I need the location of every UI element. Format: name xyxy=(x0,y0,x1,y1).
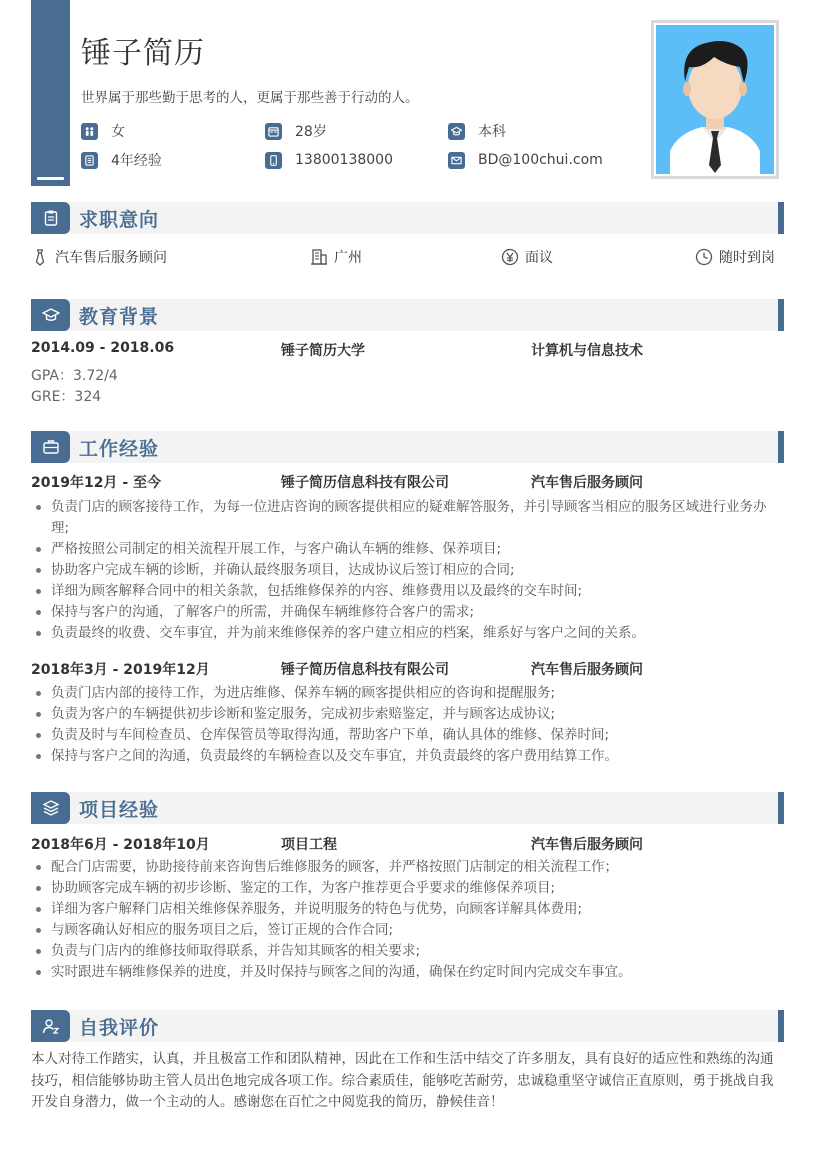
header-accent-bar xyxy=(31,0,70,186)
list-item: 配合门店需要，协助接待前来咨询售后维修服务的顾客，并严格按照门店制定的相关流程工作； xyxy=(31,857,783,878)
motto: 世界属于那些勤于思考的人，更属于那些善于行动的人。 xyxy=(81,90,419,106)
project-row xyxy=(31,834,791,854)
list-item: 协助客户完成车辆的诊断，并确认最终服务项目，达成协议后签订相应的合同; xyxy=(31,560,783,581)
list-item: 保持与客户之间的沟通，负责最终的车辆检查以及交车事宜，并负责最终的客户费用结算工作。 xyxy=(31,746,783,767)
job-position: 汽车售后服务顾问 xyxy=(531,475,643,491)
clipboard-icon xyxy=(31,202,70,234)
job-company: 锤子简历信息科技有限公司 xyxy=(281,662,449,678)
list-item: 保持与客户的沟通，了解客户的所需，并确保车辆维修符合客户的需求; xyxy=(31,602,783,623)
section-work xyxy=(31,431,784,463)
list-item: 负责及时与车间检查员、仓库保管员等取得沟通，帮助客户下单，确认具体的维修、保养时间; xyxy=(31,725,783,746)
list-item: 负责最终的收费、交车事宜，并为前来维修保养的客户建立相应的档案，维系好与客户之间的关系。 xyxy=(31,623,783,644)
project-duties xyxy=(31,857,783,983)
job-duties xyxy=(31,497,783,644)
project-name: 项目工程 xyxy=(281,837,337,853)
list-item: 负责与门店内的维修技师取得联系，并告知其顾客的相关要求; xyxy=(31,941,783,962)
info-gender: 女 xyxy=(81,120,125,142)
education-gre: GRE：324 xyxy=(31,389,102,405)
list-item: 协助顾客完成车辆的初步诊断、鉴定的工作，为客户推荐更合乎要求的维修保养项目; xyxy=(31,878,783,899)
mail-icon xyxy=(448,152,465,169)
job-row xyxy=(31,472,791,492)
briefcase-icon xyxy=(31,431,70,463)
education-gpa: GPA：3.72/4 xyxy=(31,368,118,384)
document-icon xyxy=(81,152,98,169)
gender-icon xyxy=(81,123,98,140)
job-company: 锤子简历信息科技有限公司 xyxy=(281,475,449,491)
section-end-bar xyxy=(778,299,784,331)
job-duties xyxy=(31,683,783,767)
section-end-bar xyxy=(778,1010,784,1042)
list-item: 严格按照公司制定的相关流程开展工作，与客户确认车辆的维修、保养项目; xyxy=(31,539,783,560)
layers-icon xyxy=(31,792,70,824)
info-degree: 本科 xyxy=(448,120,506,142)
project-period: 2018年6月 - 2018年10月 xyxy=(31,837,210,853)
yen-icon xyxy=(501,248,519,266)
section-job-intent xyxy=(31,202,784,234)
section-end-bar xyxy=(778,792,784,824)
phone-icon xyxy=(265,152,282,169)
list-item: 负责门店的顾客接待工作，为每一位进店咨询的顾客提供相应的疑难解答服务，并引导顾客当相应的服务区域进行业务办理; xyxy=(31,497,783,539)
section-title: 工作经验 xyxy=(79,438,160,460)
job-row xyxy=(31,659,791,679)
avatar xyxy=(656,25,774,174)
list-item: 详细为顾客解释合同中的相关条款，包括维修保养的内容、维修费用以及最终的交车时间; xyxy=(31,581,783,602)
list-item: 与顾客确认好相应的服务项目之后，签订正规的合作合同; xyxy=(31,920,783,941)
education-major: 计算机与信息技术 xyxy=(531,343,643,359)
section-project xyxy=(31,792,784,824)
job-period: 2019年12月 - 至今 xyxy=(31,475,162,491)
list-item: 实时跟进车辆维修保养的进度，并及时保持与顾客之间的沟通，确保在约定时间内完成交车事宜。 xyxy=(31,962,783,983)
education-period: 2014.09 - 2018.06 xyxy=(31,340,175,356)
section-end-bar xyxy=(778,202,784,234)
basic-info xyxy=(81,120,621,180)
info-experience: 4年经验 xyxy=(81,149,162,171)
user-rating-icon xyxy=(31,1010,70,1042)
intent-salary: 面议 xyxy=(501,246,553,268)
section-self-evaluation xyxy=(31,1010,784,1042)
graduation-cap-icon xyxy=(448,123,465,140)
section-title: 自我评价 xyxy=(79,1017,160,1039)
section-education xyxy=(31,299,784,331)
accent-dash xyxy=(37,177,64,180)
self-evaluation-text: 本人对待工作踏实，认真，并且极富工作和团队精神，因此在工作和生活中结交了许多朋友，具有良好的适应性和熟练的沟通技巧，相信能够协助主管人员出色地完成各项工作。综合素质佳，能够吃苦耐劳，忠诚稳重坚守诚信正直原则，勇于挑战自我开发自身潜力，做一个主动的人。感谢您在百忙之中阅览我的简历，静候佳音！ xyxy=(31,1051,774,1110)
intent-availability: 随时到岗 xyxy=(695,246,775,268)
list-item: 详细为客户解释门店相关维修保养服务，并说明服务的特色与优势，向顾客详解具体费用; xyxy=(31,899,783,920)
job-position: 汽车售后服务顾问 xyxy=(531,662,643,678)
job-period: 2018年3月 - 2019年12月 xyxy=(31,662,210,678)
clock-icon xyxy=(695,248,713,266)
candidate-name: 锤子简历 xyxy=(81,36,205,71)
section-title: 教育背景 xyxy=(79,306,160,328)
intent-position: 汽车售后服务顾问 xyxy=(31,246,167,268)
section-end-bar xyxy=(778,431,784,463)
section-title: 项目经验 xyxy=(79,799,160,821)
list-item: 负责为客户的车辆提供初步诊断和鉴定服务，完成初步索赔鉴定，并与顾客达成协议; xyxy=(31,704,783,725)
education-row xyxy=(31,340,791,360)
education-school: 锤子简历大学 xyxy=(281,343,365,359)
profile-photo xyxy=(651,20,779,179)
intent-city: 广州 xyxy=(310,246,362,268)
calendar-icon xyxy=(265,123,282,140)
list-item: 负责门店内部的接待工作，为进店维修、保养车辆的顾客提供相应的咨询和提醒服务; xyxy=(31,683,783,704)
graduation-cap-icon xyxy=(31,299,70,331)
section-title: 求职意向 xyxy=(79,209,160,231)
info-age: 28岁 xyxy=(265,120,327,142)
project-role: 汽车售后服务顾问 xyxy=(531,837,643,853)
info-email: BD@100chui.com xyxy=(448,149,603,171)
tie-icon xyxy=(31,248,49,266)
info-phone: 13800138000 xyxy=(265,149,393,171)
building-icon xyxy=(310,248,328,266)
